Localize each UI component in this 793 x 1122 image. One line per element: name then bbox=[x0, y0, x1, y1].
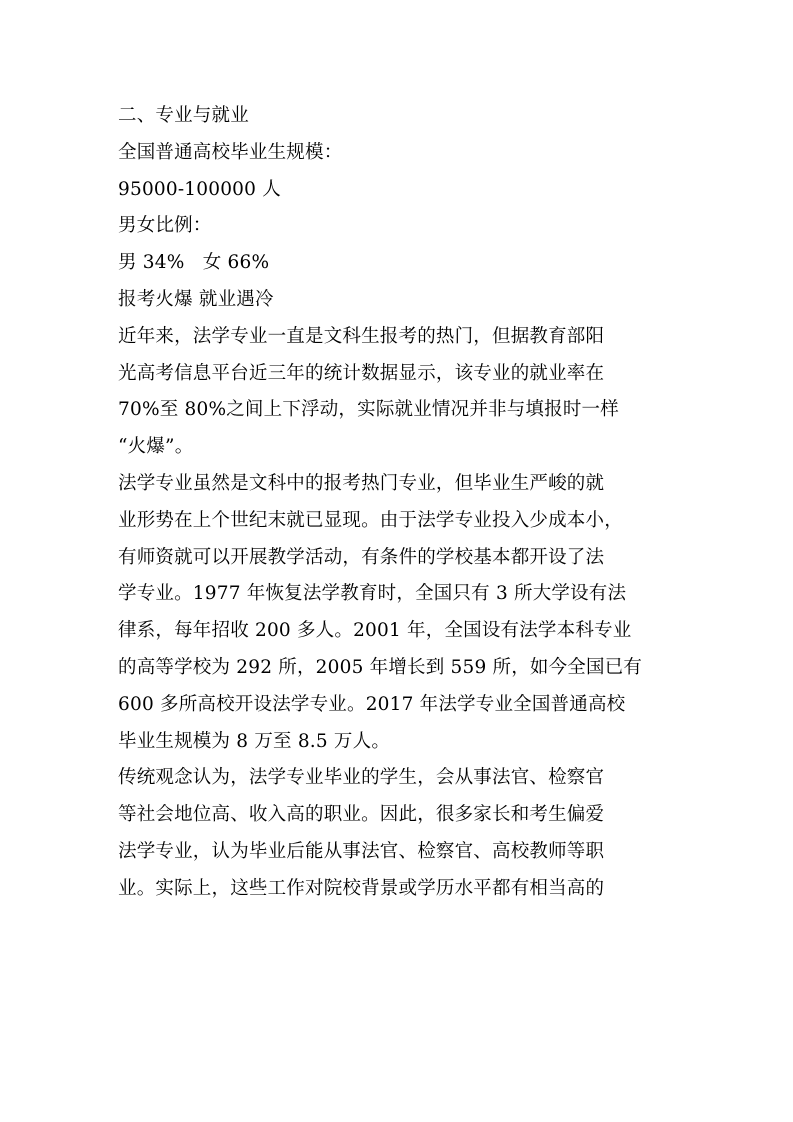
paragraph-line: “火爆”。 bbox=[118, 436, 194, 458]
paragraph-line: 学专业。1977 年恢复法学教育时，全国只有 3 所大学设有法 bbox=[118, 583, 627, 605]
paragraph-line: 等社会地位高、收入高的职业。因此，很多家长和考生偏爱 bbox=[118, 804, 605, 826]
paragraph-line: 律系，每年招收 200 多人。2001 年，全国设有法学本科专业 bbox=[118, 620, 632, 642]
paragraph-line: 毕业生规模为 8 万至 8.5 万人。 bbox=[118, 730, 391, 752]
paragraph-line: 600 多所高校开设法学专业。2017 年法学专业全国普通高校 bbox=[118, 693, 626, 715]
document-page bbox=[118, 98, 690, 908]
gender-ratio-value: 男 34% 女 66% bbox=[118, 252, 270, 274]
section-heading: 二、专业与就业 bbox=[118, 105, 249, 126]
paragraph-line: 传统观念认为，法学专业毕业的学生，会从事法官、检察官 bbox=[118, 767, 605, 789]
paragraph-line: 业。实际上，这些工作对院校背景或学历水平都有相当高的 bbox=[118, 877, 605, 899]
paragraph-line: 有师资就可以开展教学活动，有条件的学校基本都开设了法 bbox=[118, 546, 605, 568]
paragraph-line: 法学专业，认为毕业后能从事法官、检察官、高校教师等职 bbox=[118, 840, 605, 862]
paragraph-line: 光高考信息平台近三年的统计数据显示，该专业的就业率在 bbox=[118, 362, 605, 384]
graduate-scale-label: 全国普通高校毕业生规模： bbox=[118, 141, 343, 163]
gender-ratio-label: 男女比例： bbox=[118, 215, 212, 237]
graduate-scale-value: 95000-100000 人 bbox=[118, 178, 281, 200]
paragraph-line: 业形势在上个世纪末就已显现。由于法学专业投入少成本小， bbox=[118, 509, 623, 531]
paragraph-line: 近年来，法学专业一直是文科生报考的热门，但据教育部阳 bbox=[118, 325, 605, 347]
paragraph-line: 70%至 80%之间上下浮动，实际就业情况并非与填报时一样 bbox=[118, 399, 619, 421]
paragraph-line: 的高等学校为 292 所，2005 年增长到 559 所，如今全国已有 bbox=[118, 656, 643, 678]
subheading: 报考火爆 就业遇冷 bbox=[118, 288, 274, 310]
paragraph-line: 法学专业虽然是文科中的报考热门专业，但毕业生严峻的就 bbox=[118, 472, 605, 494]
